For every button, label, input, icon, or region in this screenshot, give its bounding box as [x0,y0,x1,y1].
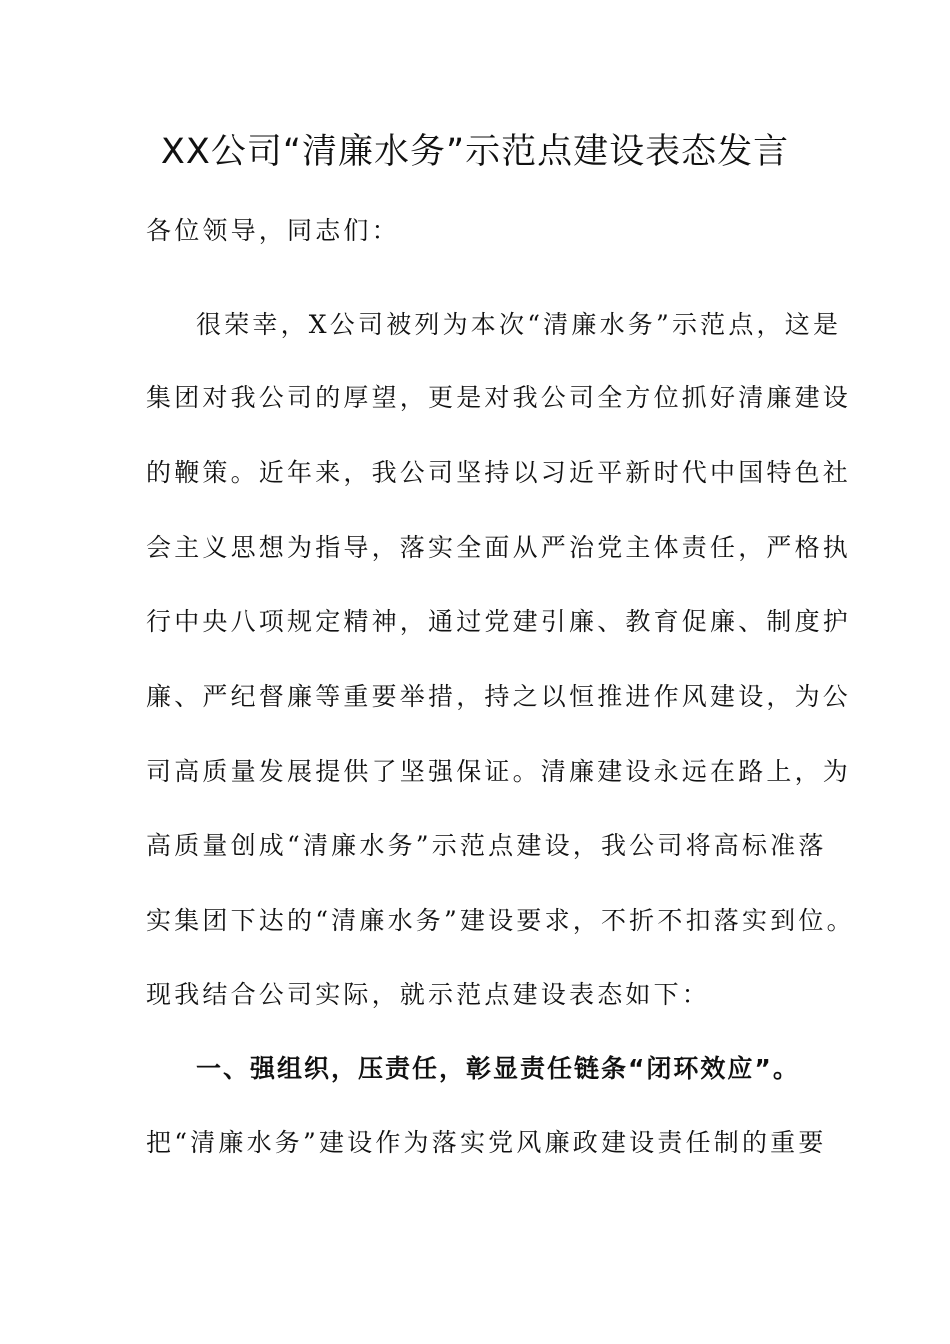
paragraph-line: 实集团下达的“清廉水务”建设要求，不折不扣落实到位。 [146,906,855,935]
paragraph-line: 现我结合公司实际，就示范点建设表态如下： [146,980,711,1009]
paragraph-line: 很荣幸，X公司被列为本次“清廉水务”示范点，这是 [196,310,842,339]
paragraph-line: 廉、严纪督廉等重要举措，持之以恒推进作风建设，为公 [146,682,852,711]
paragraph-line: 的鞭策。近年来，我公司坚持以习近平新时代中国特色社 [146,458,852,487]
paragraph-line: 会主义思想为指导，落实全面从严治党主体责任，严格执 [146,533,852,562]
paragraph-line: 司高质量发展提供了坚强保证。清廉建设永远在路上，为 [146,757,852,786]
document-title: XX公司“清廉水务”示范点建设表态发言 [160,132,790,172]
salutation: 各位领导，同志们： [146,216,400,245]
paragraph-line: 行中央八项规定精神，通过党建引廉、教育促廉、制度护 [146,607,852,636]
paragraph-line: 高质量创成“清廉水务”示范点建设，我公司将高标准落 [146,831,827,860]
paragraph-line: 把“清廉水务”建设作为落实党风廉政建设责任制的重要 [146,1128,827,1157]
paragraph-line: 集团对我公司的厚望，更是对我公司全方位抓好清廉建设 [146,383,852,412]
section-heading: 一、强组织，压责任，彰显责任链条“闭环效应”。 [196,1054,800,1083]
